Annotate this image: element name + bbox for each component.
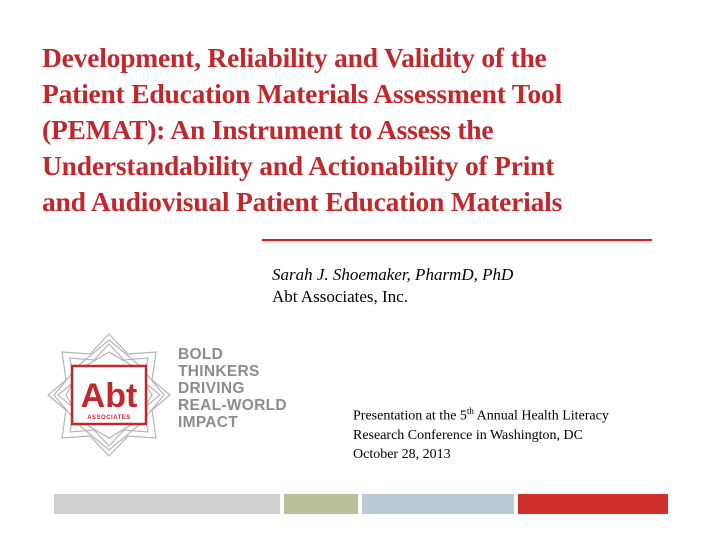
logo-tagline: [178, 346, 287, 431]
logo-subtext: ASSOCIATES: [87, 415, 131, 421]
abt-logo: [44, 330, 174, 460]
footer-bar-red: [518, 494, 668, 514]
footer-bar-gray: [54, 494, 280, 514]
title-line-4: Understandability and Actionability of Print: [42, 150, 555, 181]
slide-title: [42, 40, 682, 220]
title-line-3: (PEMAT): An Instrument to Assess the: [42, 114, 494, 145]
title-line-1: Development, Reliability and Validity of the: [42, 42, 547, 73]
author-organization: Abt Associates, Inc.: [272, 287, 408, 306]
footer-bar-blue: [362, 494, 514, 514]
title-divider: [262, 239, 652, 241]
presentation-line-3: October 28, 2013: [353, 446, 451, 462]
title-line-2: Patient Education Materials Assessment Tool: [42, 78, 563, 109]
tagline-line-2: THINKERS: [178, 363, 260, 380]
footer-color-bars: [54, 494, 668, 514]
tagline-line-5: IMPACT: [178, 414, 239, 431]
presentation-line-1: Presentation at the 5th Annual Health Literacy: [353, 406, 609, 424]
tagline-line-4: REAL-WORLD: [178, 397, 287, 414]
author-name: Sarah J. Shoemaker, PharmD, PhD: [272, 265, 514, 284]
author-block: [272, 264, 513, 308]
presentation-line-2: Research Conference in Washington, DC: [353, 427, 583, 443]
title-line-5: and Audiovisual Patient Education Materials: [42, 186, 563, 217]
tagline-line-1: BOLD: [178, 346, 224, 363]
tagline-line-3: DRIVING: [178, 380, 245, 397]
footer-bar-olive: [284, 494, 358, 514]
presentation-info: [353, 402, 609, 464]
logo-wordmark: Abt: [80, 377, 138, 415]
